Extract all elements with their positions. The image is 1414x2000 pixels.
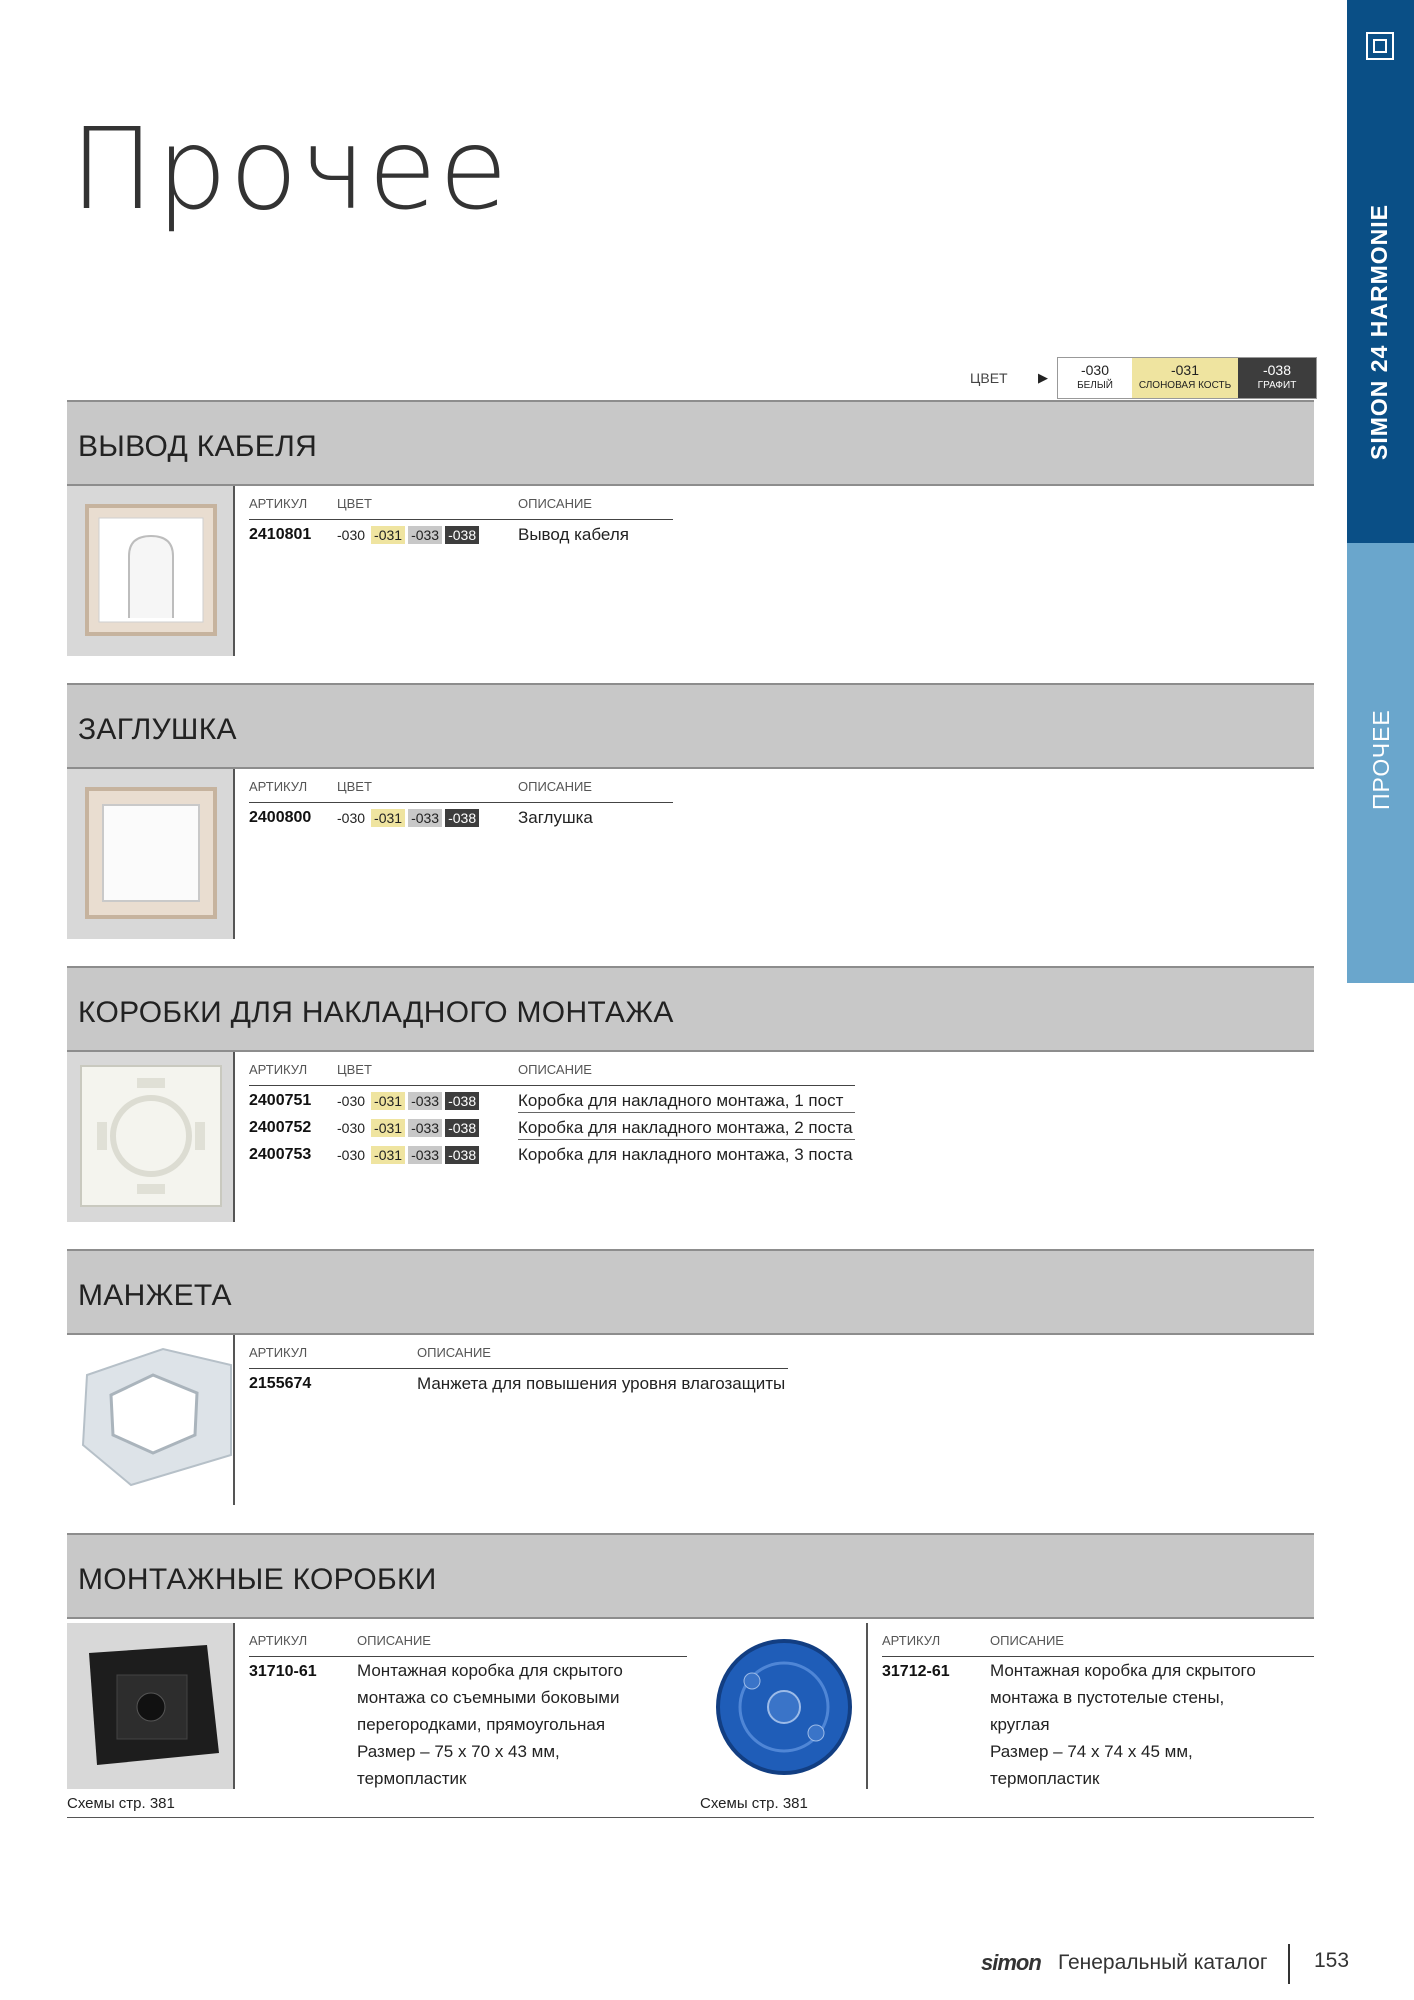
- chip-038: -038: [445, 526, 479, 544]
- col-description: ОПИСАНИЕ: [990, 1633, 1064, 1648]
- article-description: Заглушка: [518, 808, 593, 827]
- chip-031: -031: [371, 1119, 405, 1137]
- chip-030: -030: [337, 1092, 368, 1110]
- swatch-white: -030 БЕЛЫЙ: [1058, 358, 1132, 398]
- section-sealing-cuff: [67, 1249, 1314, 1505]
- desc-line: круглая: [990, 1715, 1050, 1734]
- section-bottom-rule: [67, 1817, 1314, 1818]
- chip-031: -031: [371, 1092, 405, 1110]
- col-color: ЦВЕТ: [337, 496, 372, 511]
- section-header: [67, 966, 1314, 1052]
- section-mounting-boxes: [67, 1533, 1314, 1823]
- color-chips: [337, 526, 479, 544]
- desc-line: термопластик: [357, 1769, 467, 1788]
- section-surface-boxes: [67, 966, 1314, 1222]
- product-image-round-box: [700, 1623, 868, 1789]
- chip-038: -038: [445, 809, 479, 827]
- article-description: [357, 1657, 623, 1792]
- article-code: 31710-61: [249, 1663, 317, 1680]
- product-image-sealing-cuff: [67, 1335, 235, 1505]
- section-header: [67, 400, 1314, 486]
- color-chips: [337, 809, 479, 827]
- chip-030: -030: [337, 526, 368, 544]
- color-chips: [337, 1092, 479, 1110]
- col-description: ОПИСАНИЕ: [518, 779, 592, 794]
- col-article: АРТИКУЛ: [249, 496, 308, 511]
- col-color: ЦВЕТ: [337, 1062, 372, 1077]
- legend-label: ЦВЕТ: [970, 370, 1008, 386]
- article-description: Коробка для накладного монтажа, 3 поста: [518, 1145, 853, 1164]
- desc-line: Размер – 74 х 74 х 45 мм,: [990, 1742, 1193, 1761]
- col-description: ОПИСАНИЕ: [518, 1062, 592, 1077]
- schema-note: Схемы стр. 381: [700, 1795, 808, 1812]
- desc-line: монтажа со съемными боковыми: [357, 1688, 620, 1707]
- section-header: [67, 1533, 1314, 1619]
- arrow-right-icon: ▶: [1038, 370, 1048, 385]
- col-article: АРТИКУЛ: [249, 1062, 308, 1077]
- col-description: ОПИСАНИЕ: [357, 1633, 431, 1648]
- row-rule: [518, 1112, 855, 1113]
- color-chips: [337, 1119, 479, 1137]
- chip-031: -031: [371, 526, 405, 544]
- article-description: Манжета для повышения уровня влагозащиты: [417, 1374, 786, 1393]
- chip-031: -031: [371, 1146, 405, 1164]
- section-header: [67, 683, 1314, 769]
- article-code: 2400753: [249, 1146, 312, 1163]
- chip-033: -033: [408, 526, 442, 544]
- section-title: ЗАГЛУШКА: [78, 713, 237, 746]
- section-title: ВЫВОД КАБЕЛЯ: [78, 430, 318, 463]
- schema-note: Схемы стр. 381: [67, 1795, 175, 1812]
- chip-030: -030: [337, 809, 368, 827]
- desc-line: Монтажная коробка для скрытого: [357, 1661, 623, 1680]
- col-article: АРТИКУЛ: [249, 779, 308, 794]
- header-rule: [249, 1085, 855, 1086]
- section-title: МОНТАЖНЫЕ КОРОБКИ: [78, 1563, 437, 1596]
- article-description: Вывод кабеля: [518, 525, 629, 544]
- row-rule: [518, 1139, 855, 1140]
- product-image-surface-box: [67, 1052, 235, 1222]
- article-code: 2155674: [249, 1375, 312, 1392]
- brand-logo: simon: [981, 1950, 1041, 1975]
- chip-033: -033: [408, 1092, 442, 1110]
- desc-line: монтажа в пустотелые стены,: [990, 1688, 1225, 1707]
- section-title: МАНЖЕТА: [78, 1279, 232, 1312]
- chip-031: -031: [371, 809, 405, 827]
- color-chips: [337, 1146, 479, 1164]
- col-description: ОПИСАНИЕ: [518, 496, 592, 511]
- col-article: АРТИКУЛ: [882, 1633, 941, 1648]
- product-image-blank-plate: [67, 769, 235, 939]
- header-rule: [249, 1368, 788, 1369]
- article-code: 2400751: [249, 1092, 312, 1109]
- swatch-ivory: -031 СЛОНОВАЯ КОСТЬ: [1132, 358, 1238, 398]
- product-image-cable-outlet: [67, 486, 235, 656]
- col-color: ЦВЕТ: [337, 779, 372, 794]
- article-description: Коробка для накладного монтажа, 2 поста: [518, 1118, 853, 1137]
- chip-033: -033: [408, 1119, 442, 1137]
- chip-033: -033: [408, 1146, 442, 1164]
- side-section-label: ПРОЧЕЕ: [1368, 709, 1394, 810]
- chip-030: -030: [337, 1119, 368, 1137]
- product-image-rect-box: [67, 1623, 235, 1789]
- catalog-name: Генеральный каталог: [1058, 1951, 1268, 1974]
- chip-033: -033: [408, 809, 442, 827]
- chip-038: -038: [445, 1119, 479, 1137]
- article-code: 2400752: [249, 1119, 312, 1136]
- article-code: 31712-61: [882, 1663, 950, 1680]
- section-blank-plate: [67, 683, 1314, 939]
- section-title: КОРОБКИ ДЛЯ НАКЛАДНОГО МОНТАЖА: [78, 996, 674, 1029]
- col-description: ОПИСАНИЕ: [417, 1345, 491, 1360]
- header-rule: [249, 519, 673, 520]
- col-article: АРТИКУЛ: [249, 1633, 308, 1648]
- desc-line: перегородками, прямоугольная: [357, 1715, 606, 1734]
- desc-line: Размер – 75 х 70 х 43 мм,: [357, 1742, 560, 1761]
- color-legend: [1057, 357, 1317, 399]
- page-number: 153: [1314, 1949, 1350, 1972]
- side-brand-label: SIMON 24 HARMONIE: [1366, 204, 1392, 460]
- section-cable-outlet: [67, 400, 1314, 656]
- square-frame-icon: [1366, 32, 1394, 60]
- article-code: 2410801: [249, 526, 312, 543]
- chip-038: -038: [445, 1092, 479, 1110]
- swatch-graphite: -038 ГРАФИТ: [1238, 358, 1316, 398]
- header-rule: [249, 802, 673, 803]
- desc-line: Монтажная коробка для скрытого: [990, 1661, 1256, 1680]
- page-title: Прочее: [70, 105, 510, 235]
- article-code: 2400800: [249, 809, 312, 826]
- chip-030: -030: [337, 1146, 368, 1164]
- footer-divider: [1288, 1944, 1290, 1984]
- article-description: Коробка для накладного монтажа, 1 пост: [518, 1091, 844, 1110]
- section-header: [67, 1249, 1314, 1335]
- col-article: АРТИКУЛ: [249, 1345, 308, 1360]
- desc-line: термопластик: [990, 1769, 1100, 1788]
- article-description: [990, 1657, 1256, 1792]
- chip-038: -038: [445, 1146, 479, 1164]
